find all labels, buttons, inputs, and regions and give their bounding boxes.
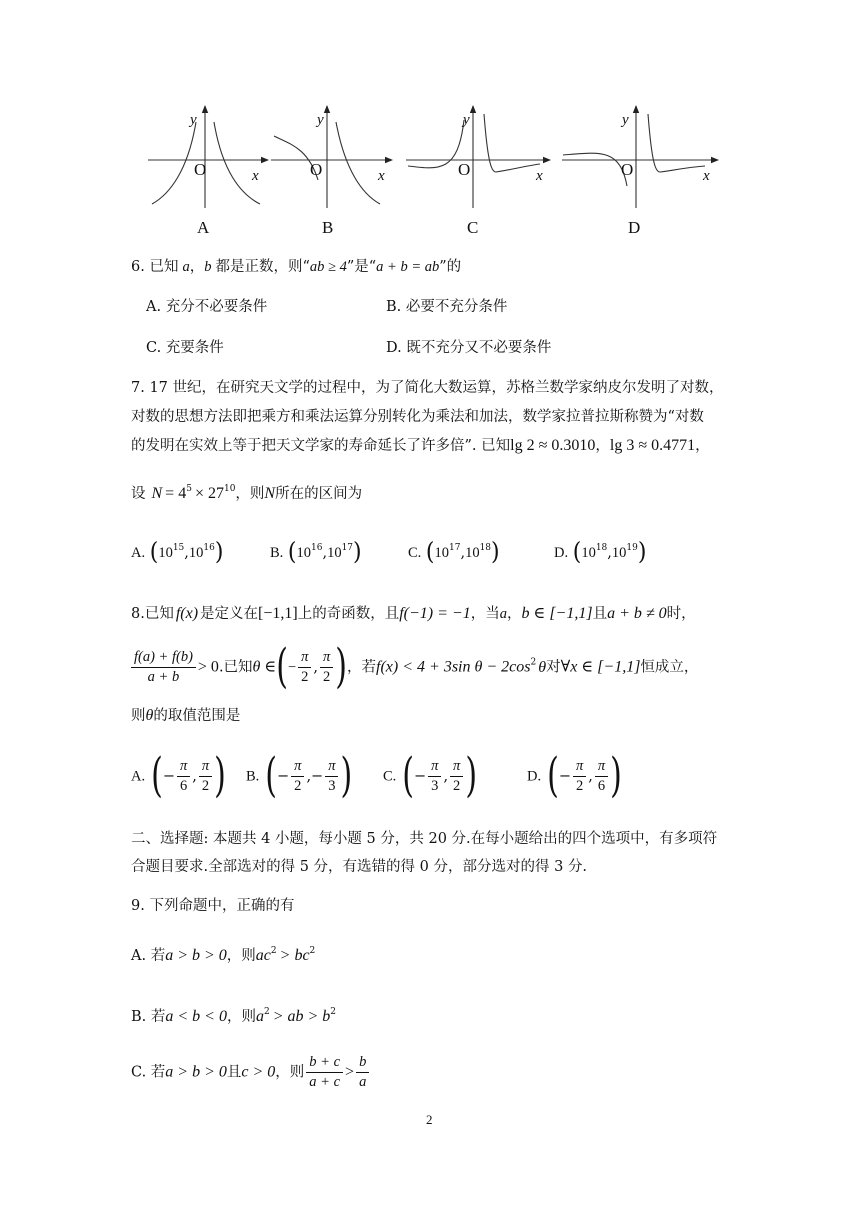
q6-option-d: D. 既不充分又不必要条件 <box>386 340 552 356</box>
q8-line-3: 则θ的取值范围是 <box>131 707 241 724</box>
q9-option-c: C. 若a > b > 0且c > 0，则 $\frac{b + c}{a + c}$ > $\frac{b}{a}$ <box>131 1053 371 1092</box>
graph-a <box>148 106 268 208</box>
q7-line-3: 的发明在实效上等于把天文学家的寿命延长了许多倍”. 已知lg 2 ≈ 0.3010，lg 3 ≈ 0.4771， <box>131 437 710 454</box>
q8-line-1: 8.已知 f(x) 是定义在[−1,1]上的奇函数，且f(−1) = −1，当a，b ∈ [−1,1]且a + b ≠ 0时， <box>131 605 696 622</box>
graph-a-y-label: y <box>190 112 197 128</box>
q9-option-a: A. 若a > b > 0，则$ac^2 > bc^2$ <box>131 946 316 964</box>
graph-d <box>562 106 718 208</box>
graph-a-origin-label: O <box>194 160 207 179</box>
q8-option-c: C. (− $\frac{\pi}{3}$ , $\frac{\pi}{2}$ ) <box>383 748 478 803</box>
q9-stem: 9. 下列命题中，正确的有 <box>131 898 295 914</box>
graph-a-label: A <box>197 218 210 237</box>
graph-b-origin-label: O <box>310 160 323 179</box>
q8-option-b: B. (− $\frac{\pi}{2}$ ,− $\frac{\pi}{3}$ ) <box>246 748 353 803</box>
graph-a-x-label: x <box>252 168 259 184</box>
function-graphs <box>140 100 730 245</box>
graph-c <box>406 106 550 208</box>
q8-line-2: $\frac{f(a) + f(b)}{a + b}$ > 0.已知θ ∈(− $\frac{\pi}{2}$ , $\frac{\pi}{2}$ )，若f(x) < 4 + 3sin $\theta - 2\cos^2$ θ对∀x ∈ [−1,1]恒成立， <box>129 648 698 687</box>
graph-d-y-label: y <box>622 112 629 128</box>
q8-fraction: $\frac{f(a) + f(b)}{a + b}$ <box>131 648 196 687</box>
graph-c-label: C <box>467 218 479 237</box>
graph-d-x-label: x <box>703 168 710 184</box>
q6-option-b: B. 必要不充分条件 <box>386 299 508 315</box>
graph-d-origin-label: O <box>621 160 634 179</box>
graph-b-y-label: y <box>317 112 324 128</box>
graph-c-x-label: x <box>536 168 543 184</box>
q9-option-b: B. 若a < b < 0，则$a^2$ > ab > $b^2$ <box>131 1007 337 1025</box>
page-number: 2 <box>426 1112 433 1127</box>
graph-b-label: B <box>322 218 334 237</box>
q7-option-c: C. $(10^{17},10^{18})$ <box>408 538 500 567</box>
graph-c-y-label: y <box>463 112 470 128</box>
graph-b <box>271 106 392 208</box>
q8-option-d: D. (− $\frac{\pi}{2}$ , $\frac{\pi}{6}$ ) <box>527 748 622 803</box>
q7-line-4: 设 $N = 4^5 \times 27^{10}$，则N所在的区间为 <box>131 484 363 502</box>
graph-b-x-label: x <box>378 168 385 184</box>
section-2-line-2: 合题目要求.全部选对的得 5 分，有选错的得 0 分，部分选对的得 3 分. <box>131 859 588 875</box>
q6-option-a: A. 充分不必要条件 <box>146 299 268 315</box>
graph-d-label: D <box>628 218 641 237</box>
q6-stem: 6. 已知 a，b 都是正数，则“ab ≥ 4”是“a + b = ab”的 <box>131 259 462 275</box>
q7-option-d: D. $(10^{18},10^{19})$ <box>554 538 647 567</box>
q6-option-c: C. 充要条件 <box>146 340 224 356</box>
q7-line-1: 7. 17 世纪，在研究天文学的过程中，为了简化大数运算，苏格兰数学家纳皮尔发明了对数， <box>131 380 724 396</box>
q7-line-2: 对数的思想方法即把乘方和乘法运算分别转化为乘法和加法，数学家拉普拉斯称赞为“对数 <box>131 409 704 425</box>
section-2-line-1: 二、选择题: 本题共 4 小题，每小题 5 分，共 20 分.在每小题给出的四个选项中，有多项符 <box>131 831 718 847</box>
q7-option-b: B. $(10^{16},10^{17})$ <box>270 538 362 567</box>
graph-c-origin-label: O <box>458 160 471 179</box>
q8-option-a: A. (− $\frac{\pi}{6}$ , $\frac{\pi}{2}$ ) <box>131 748 226 803</box>
q7-option-a: A. $(10^{15},10^{16})$ <box>131 538 224 567</box>
